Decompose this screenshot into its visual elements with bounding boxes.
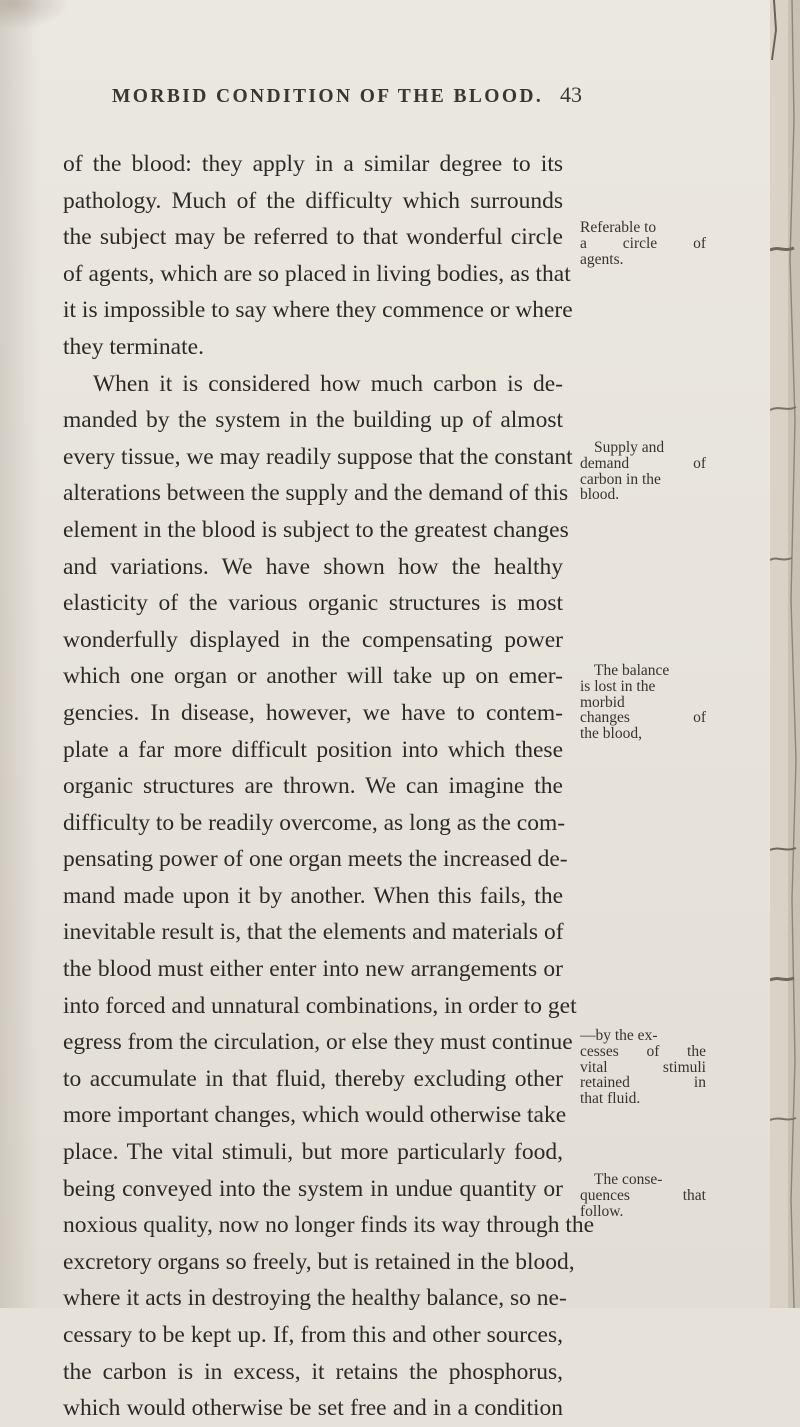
side-note-line: The conse- — [594, 1171, 663, 1188]
text-line: to accumulate in that fluid, thereby excluding other — [63, 1065, 563, 1092]
text-line: the subject may be referred to that wonderful circle — [63, 224, 563, 251]
text-line: and variations. We have shown how the healthy — [63, 553, 563, 580]
page-number: 43 — [560, 82, 582, 107]
text-line: plate a far more difficult position into which these — [63, 736, 563, 763]
side-note-line: demand of — [580, 454, 706, 472]
text-line: which would otherwise be set free and in a condition — [63, 1395, 563, 1422]
text-line: pathology. Much of the difficulty which surrounds — [63, 187, 563, 214]
text-line: being conveyed into the system in undue quantity or — [63, 1175, 563, 1202]
text-line: cessary to be kept up. If, from this and other sources, — [63, 1322, 563, 1348]
page-edge-binding — [770, 0, 800, 1308]
text-line: where it acts in destroying the healthy balance, so ne- — [63, 1285, 567, 1312]
text-line: manded by the system in the building up of almost — [63, 407, 563, 434]
side-note-line: quences that — [580, 1186, 706, 1204]
text-line: the blood must either enter into new arrangements or — [63, 956, 563, 983]
text-line: of agents, which are so placed in living bodies, as that — [63, 260, 571, 287]
side-note-line: agents. — [580, 250, 624, 268]
text-line: When it is considered how much carbon is de- — [93, 370, 563, 397]
text-line: more important changes, which would otherwise take — [63, 1102, 567, 1129]
text-line: noxious quality, now no longer finds its way through the — [63, 1212, 595, 1239]
text-line: it is impossible to say where they commence or where — [63, 297, 573, 324]
side-note-line: —by the ex- — [580, 1027, 658, 1044]
text-line: mand made upon it by another. When this fails, the — [63, 882, 563, 909]
page-gutter-shadow — [0, 0, 40, 1308]
text-line: wonderfully displayed in the compensating power — [63, 626, 563, 653]
text-line: they terminate. — [63, 333, 204, 360]
text-line: every tissue, we may readily suppose that the constant — [63, 443, 573, 470]
side-note-line: Referable to — [580, 219, 657, 236]
side-note-line: cesses of the — [580, 1042, 706, 1060]
page-smudge — [0, 0, 70, 30]
text-line: pensating power of one organ meets the increased de- — [63, 846, 568, 873]
text-line: which one organ or another will take up on emer- — [63, 663, 563, 690]
side-note-balance-lost — [580, 663, 706, 742]
side-note-line: a circle of — [580, 234, 706, 252]
side-note-excesses — [580, 1028, 706, 1107]
side-note-line: vital stimuli — [580, 1058, 706, 1076]
text-line: alterations between the supply and the demand of this — [63, 480, 569, 507]
side-note-line: The balance — [594, 662, 670, 679]
side-note-consequences — [580, 1172, 706, 1219]
side-note-line: the blood, — [580, 725, 642, 743]
text-line: excretory organs so freely, but is retained in the blood, — [63, 1248, 575, 1275]
side-note-line: blood. — [580, 486, 620, 504]
text-line: the carbon is in excess, it retains the phosphorus, — [63, 1358, 563, 1385]
side-note-line: carbon in the — [580, 470, 661, 488]
running-header: MORBID CONDITION OF THE BLOOD. — [112, 86, 544, 107]
text-line: elasticity of the various organic structures is most — [63, 590, 563, 617]
text-line: element in the blood is subject to the greatest changes — [63, 516, 569, 543]
side-note-supply-and-demand — [580, 440, 706, 503]
text-line: difficulty to be readily overcome, as long as the com- — [63, 809, 566, 836]
main-text-column — [63, 146, 595, 1427]
text-line: into forced and unnatural combinations, in order to get — [63, 992, 577, 1019]
side-note-line: retained in — [580, 1074, 706, 1092]
side-note-line: follow. — [580, 1202, 624, 1220]
side-note-line: Supply and — [594, 439, 665, 456]
text-line: place. The vital stimuli, but more particularly food, — [63, 1139, 563, 1166]
side-note-circle-of-agents — [580, 220, 706, 267]
text-line: gencies. In disease, however, we have to contem- — [63, 699, 563, 726]
side-note-line: morbid — [580, 693, 625, 711]
text-line: organic structures are thrown. We can imagine the — [63, 773, 563, 800]
text-line: of the blood: they apply in a similar degree to its — [63, 151, 563, 177]
side-note-line: changes of — [580, 709, 706, 727]
side-note-line: that fluid. — [580, 1090, 641, 1108]
text-line: inevitable result is, that the elements and materials of — [63, 919, 564, 946]
side-note-line: is lost in the — [580, 677, 656, 695]
text-line: egress from the circulation, or else they must continue — [63, 1029, 573, 1056]
